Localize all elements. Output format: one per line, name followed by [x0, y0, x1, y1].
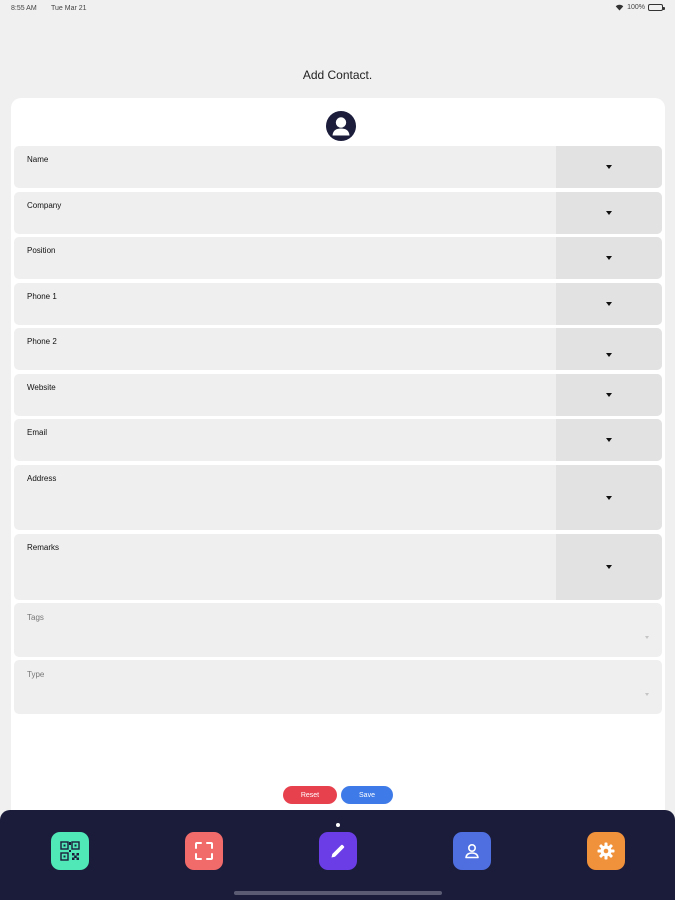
wifi-icon [615, 4, 624, 11]
tags-label: Tags [27, 613, 44, 622]
caret-down-icon [606, 302, 612, 306]
scan-tab[interactable] [185, 832, 223, 870]
settings-icon [596, 841, 616, 861]
contact-form-card [11, 98, 665, 828]
bottom-nav [0, 810, 675, 900]
address-dropdown-button[interactable] [556, 465, 662, 530]
caret-down-icon [606, 393, 612, 397]
remarks-label: Remarks [27, 543, 60, 552]
settings-tab[interactable] [587, 832, 625, 870]
position-label: Position [27, 246, 56, 255]
phone1-label: Phone 1 [27, 292, 57, 301]
address-field[interactable] [14, 465, 662, 530]
caret-down-icon [606, 496, 612, 500]
tags-select[interactable] [14, 603, 662, 657]
phone2-label: Phone 2 [27, 337, 57, 346]
active-tab-indicator [336, 823, 340, 827]
website-field[interactable] [14, 374, 662, 416]
caret-down-icon [606, 256, 612, 260]
battery-icon [648, 4, 663, 11]
caret-down-icon [606, 565, 612, 569]
edit-tab[interactable] [319, 832, 357, 870]
page-title: Add Contact. [302, 68, 373, 82]
position-dropdown-button[interactable] [556, 237, 662, 279]
website-label: Website [27, 383, 56, 392]
caret-down-icon [645, 693, 649, 696]
address-label: Address [27, 474, 57, 483]
company-label: Company [27, 201, 62, 210]
email-dropdown-button[interactable] [556, 419, 662, 461]
save-button[interactable]: Save [341, 786, 393, 804]
remarks-field[interactable] [14, 534, 662, 600]
qr-code-icon [59, 840, 81, 862]
caret-down-icon [606, 353, 612, 357]
remarks-dropdown-button[interactable] [556, 534, 662, 600]
caret-down-icon [606, 165, 612, 169]
status-bar [0, 0, 675, 18]
scan-icon [194, 841, 214, 861]
name-dropdown-button[interactable] [556, 146, 662, 188]
name-label: Name [27, 155, 49, 164]
contacts-tab[interactable] [453, 832, 491, 870]
status-date: Tue Mar 21 [51, 5, 87, 12]
contacts-icon [463, 842, 481, 860]
phone1-field[interactable] [14, 283, 662, 325]
email-field[interactable] [14, 419, 662, 461]
caret-down-icon [645, 636, 649, 639]
status-indicators [615, 4, 663, 11]
home-indicator [234, 891, 442, 895]
status-time: 8:55 AM [11, 5, 37, 12]
type-select[interactable] [14, 660, 662, 714]
company-field[interactable] [14, 192, 662, 234]
caret-down-icon [606, 211, 612, 215]
battery-percent: 100% [627, 4, 645, 11]
reset-button[interactable]: Reset [283, 786, 337, 804]
website-dropdown-button[interactable] [556, 374, 662, 416]
phone2-field[interactable] [14, 328, 662, 370]
email-label: Email [27, 428, 48, 437]
phone2-dropdown-button[interactable] [556, 328, 662, 370]
edit-icon [329, 842, 347, 860]
name-field[interactable] [14, 146, 662, 188]
phone1-dropdown-button[interactable] [556, 283, 662, 325]
qr-code-tab[interactable] [51, 832, 89, 870]
avatar-icon[interactable] [326, 111, 356, 141]
company-dropdown-button[interactable] [556, 192, 662, 234]
caret-down-icon [606, 438, 612, 442]
position-field[interactable] [14, 237, 662, 279]
type-label: Type [27, 670, 45, 679]
